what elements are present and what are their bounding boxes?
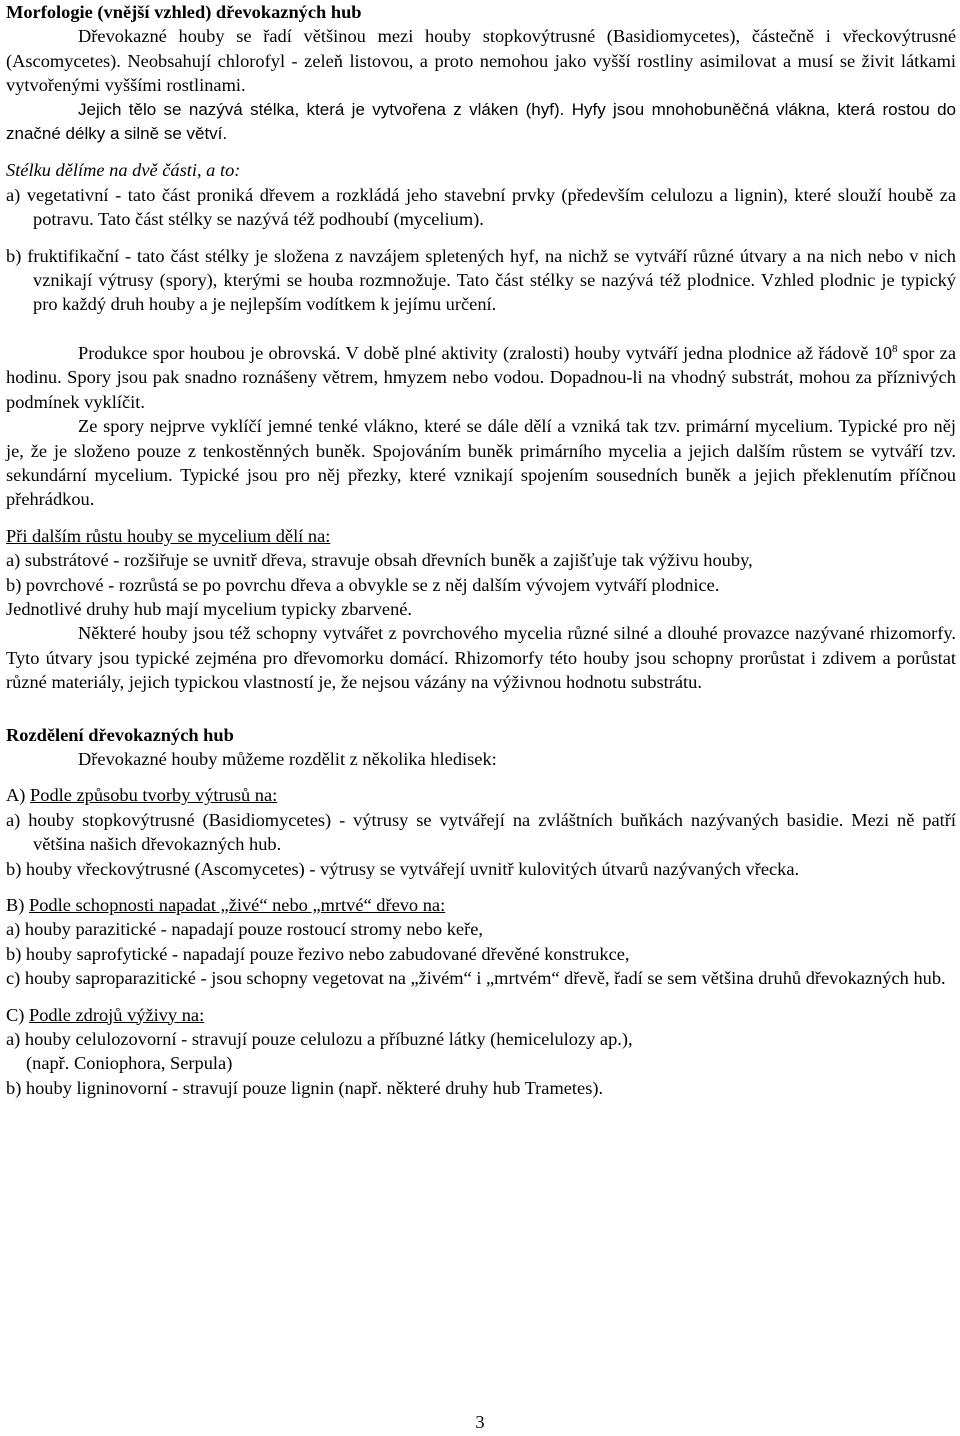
- section-b-label: B): [6, 895, 29, 915]
- section-b-item: c) houby saproparazitické - jsou schopny vegetovat na „živém“ i „mrtvém“ dřevě, řadí se sem většina druhů dřevokazných hub.: [6, 968, 946, 989]
- paragraph-mycelium: Ze spory nejprve vyklíčí jemné tenké vlákno, které se dále dělí a vzniká tak tzv. primární mycelium. Typické pro něj je, že je složeno pouze z tenkostěnných buněk. Spojováním buněk primárního mycelia a jejich dalším růstem se vytváří tzv. sekundární mycelium. Typické jsou pro něj přezky, které vznikají spojením sousedních buněk a jejich překlenutím příčnou přehrádkou.: [6, 416, 956, 510]
- rozdeleni-intro: Dřevokazné houby můžeme rozdělit z několika hledisek:: [78, 748, 497, 769]
- hyfy-sentence: Hyfy jsou mnohobuněčná vlákna, která rostou do značné délky a silně se větví.: [6, 99, 956, 144]
- page-number: 3: [475, 1412, 485, 1432]
- stelka-item-a: a) vegetativní - tato část proniká dřevem a rozkládá jeho stavební prvky (především celulozu a lignin), které slouží houbě za potravu. Tato část stélky se nazývá též podhoubí (mycelium).: [6, 184, 956, 230]
- heading-rozdeleni: Rozdělení dřevokazných hub: [6, 724, 234, 745]
- section-a-label: A): [6, 785, 31, 806]
- section-c-item: a) houby celulozovorní - stravují pouze celulozu a příbuzné látky (hemicelulozy ap.),: [6, 1029, 633, 1050]
- paragraph-stelka: [6, 98, 956, 147]
- section-c-item-continuation: (např. Coniophora, Serpula): [26, 1053, 233, 1074]
- section-c-heading: Podle zdrojů výživy na:: [29, 1004, 205, 1025]
- section-c-label: C): [6, 1004, 29, 1025]
- heading-morfologie: Morfologie (vnější vzhled) dřevokazných hub: [6, 2, 362, 22]
- section-a-heading: Podle způsobu tvorby výtrusů na:: [30, 785, 278, 806]
- spory-exponent: 8: [892, 342, 898, 355]
- section-a-title: [6, 783, 956, 807]
- paragraph-intro: Dřevokazné houby se řadí většinou mezi houby stopkovýtrusné (Basidiomycetes), částečně i vřeckovýtrusné (Ascomycetes). Neobsahují chlorofyl - zeleň listovou, a proto nemohou jako vyšší rostliny asimilovat a musí se živit látkami vytvořenými vyššími rostlinami.: [6, 26, 956, 96]
- section-c-item: b) houby ligninovorní - stravují pouze lignin (např. některé druhy hub Trametes).: [6, 1077, 604, 1098]
- mycelium-intro: Při dalším růstu houby se mycelium dělí na:: [6, 525, 331, 546]
- paragraph-spory: [6, 341, 956, 414]
- section-b-heading: Podle schopnosti napadat „živé“ nebo „mrtvé“ dřevo na:: [29, 895, 446, 915]
- section-c-title: [6, 1003, 956, 1027]
- section-a-item: a) houby stopkovýtrusné (Basidiomycetes) - výtrusy se vytvářejí na zvláštních buňkách nazývaných basidie. Mezi ně patří většina našich dřevokazných hub.: [6, 809, 956, 855]
- section-b-title: [6, 893, 956, 917]
- paragraph-rhizomorfy: Některé houby jsou též schopny vytvářet z povrchového mycelia různé silné a dlouhé provazce nazývané rhizomorfy. Tyto útvary jsou typické zejména pro dřevomorku domácí. Rhizomorfy této houby jsou schopny prorůstat i zdivem a porůstat různé materiály, jejich typickou vlastností je, že nejsou vázány na výživnou hodnotu substrátu.: [6, 623, 956, 693]
- section-b-item: a) houby parazitické - napadají pouze rostoucí stromy nebo keře,: [6, 919, 483, 940]
- mycelium-note: Jednotlivé druhy hub mají mycelium typicky zbarvené.: [6, 598, 413, 619]
- document-page: [6, 0, 956, 1100]
- spory-text-pre: Produkce spor houbou je obrovská. V době plné aktivity (zralosti) houby vytváří jedna plodnice až řádově 10: [78, 342, 893, 363]
- stelka-item-b: b) fruktifikační - tato část stélky je složena z navzájem spletených hyf, na nichž se vytváří různé útvary a na nich nebo v nich vznikají výtrusy (spory), kterými se houba rozmnožuje. Tato část stélky se nazývá též plodnice. Vzhled plodnic je typický pro každý druh houby a je nejlepším vodítkem k jejímu určení.: [6, 245, 956, 315]
- stelka-sentence: Jejich tělo se nazývá stélka, která je vytvořena z vláken (hyf).: [78, 99, 565, 119]
- mycelium-item-a: a) substrátové - rozšiřuje se uvnitř dřeva, stravuje obsah dřevních buněk a zajišťuje tak výživu houby,: [6, 550, 753, 571]
- section-a-item: b) houby vřeckovýtrusné (Ascomycetes) - výtrusy se vytvářejí uvnitř kulovitých útvarů nazývaných vřecka.: [6, 858, 800, 879]
- spory-text-post: spor za hodinu. Spory jsou pak snadno roznášeny větrem, hmyzem nebo vodou. Dopadnou-li na vhodný substrát, mohou za příznivých podmínek vyklíčit.: [6, 342, 956, 412]
- section-b-item: b) houby saprofytické - napadají pouze řezivo nebo zabudované dřevěné konstrukce,: [6, 943, 630, 964]
- stelka-intro: Stélku dělíme na dvě části, a to:: [6, 160, 241, 181]
- mycelium-item-b: b) povrchové - rozrůstá se po povrchu dřeva a obvykle se z něj dalším vývojem vytváří plodnice.: [6, 574, 720, 595]
